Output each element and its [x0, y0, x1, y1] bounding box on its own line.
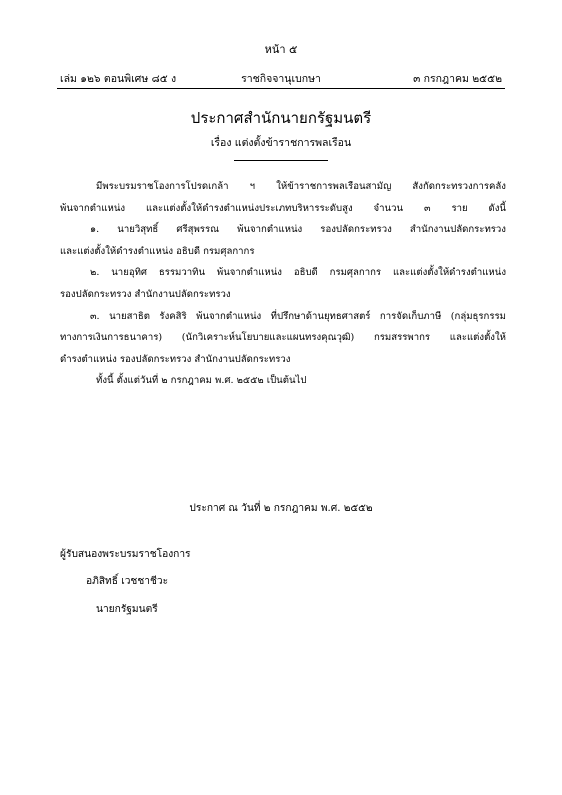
paragraph-line: และแต่งตั้งให้ดำรงตำแหน่ง อธิบดี กรมศุลกากร — [60, 245, 255, 257]
paragraph-line: ทั้งนี้ ตั้งแต่วันที่ ๒ กรกฎาคม พ.ศ. ๒๕๕๒ เป็นต้นไป — [96, 375, 307, 387]
paragraph-line: ๓. นายสาธิต รังคสิริ พ้นจากตำแหน่ง ที่ปรึกษาด้านยุทธศาสตร์ การจัดเก็บภาษี (กลุ่มธุรกรรม — [90, 310, 506, 322]
paragraph-line: ๒. นายอุทิศ ธรรมวาทิน พ้นจากตำแหน่ง อธิบดี กรมศุลกากร และแต่งตั้งให้ดำรงตำแหน่ง — [90, 267, 506, 279]
gazette-volume: เล่ม ๑๒๖ ตอนพิเศษ ๘๕ ง — [60, 73, 177, 85]
page-number: หน้า ๕ — [264, 43, 298, 56]
signatory-name: อภิสิทธิ์ เวชชาชีวะ — [86, 576, 169, 587]
header-divider — [57, 88, 505, 89]
announcement-date: ประกาศ ณ วันที่ ๒ กรกฎาคม พ.ศ. ๒๕๕๒ — [189, 503, 373, 514]
paragraph-line: ดำรงตำแหน่ง รองปลัดกระทรวง สำนักงานปลัดกระทรวง — [60, 353, 291, 365]
paragraph-line: ทางการเงินการธนาคาร) (นักวิเคราะห์นโยบายและแผนทรงคุณวุฒิ) กรมสรรพากร และแต่งตั้งให้ — [60, 332, 506, 344]
paragraph-line: ๑. นายวิสุทธิ์ ศรีสุพรรณ พ้นจากตำแหน่ง รองปลัดกระทรวง สำนักงานปลัดกระทรวง — [90, 224, 506, 236]
paragraph-line: พ้นจากตำแหน่ง และแต่งตั้งให้ดำรงตำแหน่งประเภทบริหารระดับสูง จำนวน ๓ ราย ดังนี้ — [60, 202, 506, 214]
document-body — [60, 176, 506, 392]
paragraph-line: มีพระบรมราชโองการโปรดเกล้า ฯ ให้ข้าราชการพลเรือนสามัญ สังกัดกระทรวงการคลัง — [96, 181, 506, 192]
countersign-label: ผู้รับสนองพระบรมราชโองการ — [60, 549, 191, 560]
document-title: ประกาศสำนักนายกรัฐมนตรี — [190, 109, 372, 127]
signatory-position: นายกรัฐมนตรี — [96, 604, 158, 615]
paragraph-line: รองปลัดกระทรวง สำนักงานปลัดกระทรวง — [60, 288, 231, 300]
title-divider — [234, 160, 328, 161]
document-subject: เรื่อง แต่งตั้งข้าราชการพลเรือน — [210, 137, 352, 149]
gazette-date: ๓ กรกฎาคม ๒๕๕๒ — [413, 73, 502, 85]
gazette-name: ราชกิจจานุเบกษา — [241, 73, 321, 85]
